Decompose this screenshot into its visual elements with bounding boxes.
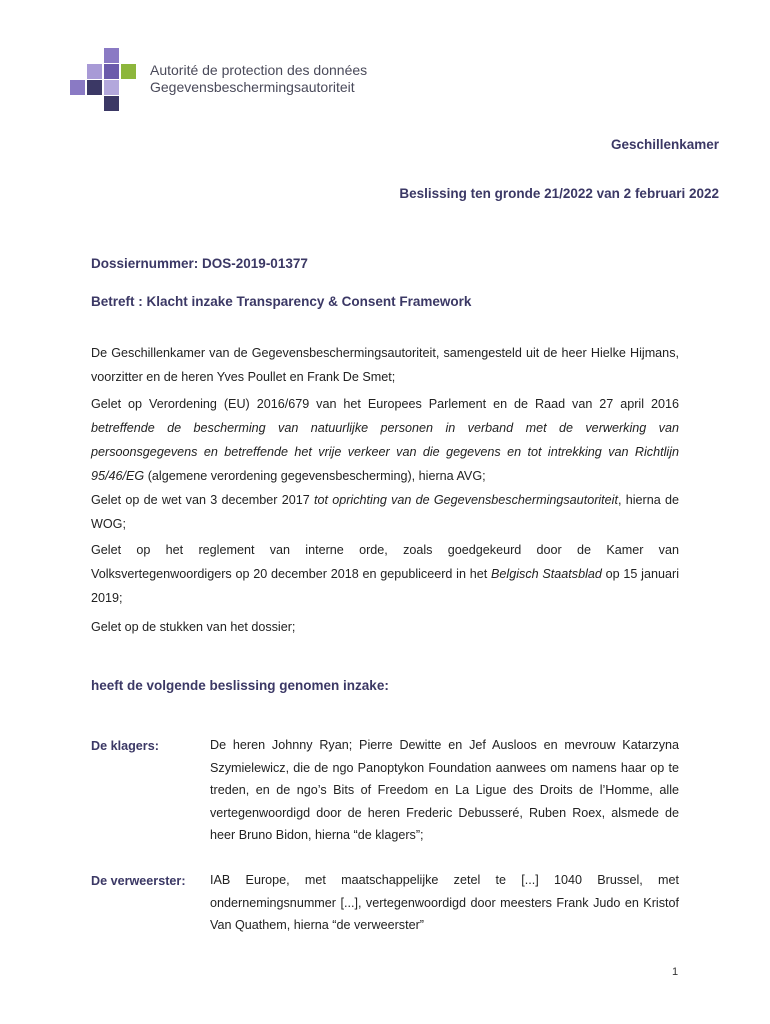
text-run-italic: tot oprichting van de Gegevensbeschermingsautoriteit xyxy=(313,493,618,507)
logo-square xyxy=(121,64,136,79)
claimants-label: De klagers: xyxy=(91,739,159,753)
paragraph-gdpr xyxy=(91,392,679,488)
paragraph-documents: Gelet op de stukken van het dossier; xyxy=(91,620,296,634)
claimants-text: De heren Johnny Ryan; Pierre Dewitte en Jef Ausloos en mevrouw Katarzyna Szymielewicz, die de ngo Panoptykon Foundation aanwees om namens haar op te treden, en de ngo’s Bits of Freedom en La Ligue des Droits de l’Homme, alle vertegenwoordigd door de heren Frederic Debusseré, Ruben Roex, alsmede de heer Bruno Bidon, hierna “de klagers”; xyxy=(210,738,679,842)
defendant-text: IAB Europe, met maatschappelijke zetel te [...] 1040 Brussel, met ondernemingsnummer [...], vertegenwoordigd door meesters Frank Judo en Kristof Van Quathem, hierna “de verweerster” xyxy=(210,873,679,932)
paragraph-rules xyxy=(91,538,679,610)
decision-title: Beslissing ten gronde 21/2022 van 2 februari 2022 xyxy=(399,186,719,201)
logo-square xyxy=(104,64,119,79)
decision-heading: heeft de volgende beslissing genomen inzake: xyxy=(91,678,389,693)
text-run: Gelet op Verordening (EU) 2016/679 van het Europees Parlement en de Raad van 27 april 2016 xyxy=(91,397,679,411)
apd-logo xyxy=(70,48,134,112)
logo-square xyxy=(104,80,119,95)
text-run: , hierna de WOG; xyxy=(91,493,679,531)
paragraph-dpa-law xyxy=(91,488,679,536)
text-run: Gelet op het reglement van interne orde, zoals goedgekeurd door de Kamer van Volksvertegenwoordigers op 20 december 2018 en gepubliceerd in het xyxy=(91,543,679,581)
text-run: Gelet op de wet van 3 december 2017 xyxy=(91,493,314,507)
logo-square xyxy=(104,96,119,111)
defendant-label: De verweerster: xyxy=(91,874,186,888)
logo-square xyxy=(87,80,102,95)
chamber-title: Geschillenkamer xyxy=(610,137,719,152)
text-run: (algemene verordening gegevensbescherming), hierna AVG; xyxy=(144,469,486,483)
text-run: op 15 januari 2019; xyxy=(91,567,679,605)
text-run-italic: Belgisch Staatsblad xyxy=(491,567,602,581)
logo-square xyxy=(104,48,119,63)
dossier-number: Dossiernummer: DOS-2019-01377 xyxy=(91,256,308,271)
org-name-nl: Gegevensbeschermingsautoriteit xyxy=(150,79,355,95)
org-name-fr: Autorité de protection des données xyxy=(150,62,368,78)
organization-name xyxy=(150,62,367,96)
subject-line: Betreft : Klacht inzake Transparency & Consent Framework xyxy=(91,294,472,309)
page-number: 1 xyxy=(672,966,679,978)
logo-square xyxy=(87,64,102,79)
text-run-italic: betreffende de bescherming van natuurlijke personen in verband met de verwerking van persoonsgegevens en betreffende het vrije verkeer van die gegevens en tot intrekking van Richtlijn 95/46/EG xyxy=(91,421,679,483)
paragraph-composition: De Geschillenkamer van de Gegevensbeschermingsautoriteit, samengesteld uit de heer Hielke Hijmans, voorzitter en de heren Yves Poullet en Frank De Smet; xyxy=(91,346,679,384)
logo-square xyxy=(70,80,85,95)
